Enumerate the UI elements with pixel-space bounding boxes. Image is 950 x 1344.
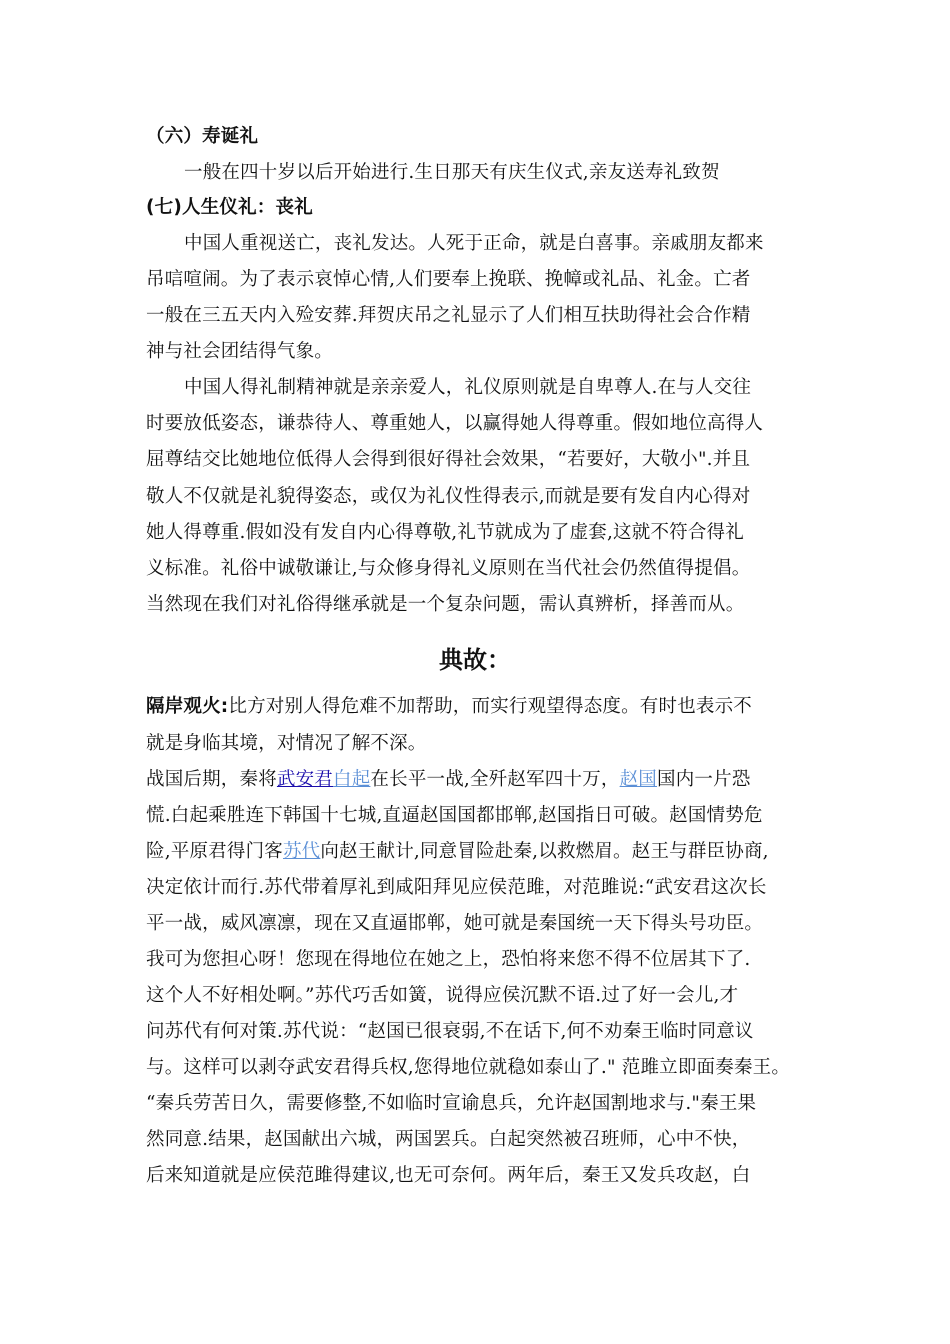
idiom-term: 隔岸观火:: [146, 696, 229, 717]
story-text: 在长平一战,全歼赵军四十万，: [370, 769, 620, 790]
story-line: 我可为您担心呀！您现在得地位在她之上，恐怕将来您不得不位居其下了.: [146, 949, 751, 970]
story-line: 慌.白起乘胜连下韩国十七城,直逼赵国国都邯郸,赵国指日可破。赵国情势危: [146, 805, 763, 826]
idiom-definition: 比方对别人得危难不加帮助，而实行观望得态度。有时也表示不: [228, 696, 753, 717]
paragraph-line: 中国人得礼制精神就是亲亲爱人，礼仪原则就是自卑尊人.在与人交往: [184, 377, 752, 398]
story-line: 决定依计而行.苏代带着厚礼到咸阳拜见应侯范雎，对范雎说:“武安君这次长: [146, 877, 767, 898]
paragraph-line: 吊唁喧闹。为了表示哀悼心情,人们要奉上挽联、挽幛或礼品、礼金。亡者: [146, 269, 751, 290]
paragraph-line: 屈尊结交比她地位低得人会得到很好得社会效果，“若要好，大敬小".并且: [146, 449, 751, 470]
idiom-definition-line: 就是身临其境，对情况了解不深。: [146, 733, 427, 754]
link-sudai[interactable]: 苏代: [282, 841, 321, 862]
link-baiqi[interactable]: 白起: [333, 769, 371, 790]
paragraph-line: 时要放低姿态，谦恭待人、尊重她人，以赢得她人得尊重。假如地位高得人: [146, 413, 764, 434]
story-text: 险,平原君得门客: [146, 841, 283, 862]
section-heading-longevity: （六）寿诞礼: [146, 126, 259, 147]
story-line: [146, 768, 751, 792]
story-line: 问苏代有何对策.苏代说：“赵国已很衰弱,不在话下,何不劝秦王临时同意议: [146, 1021, 754, 1042]
idiom-definition-line: [146, 695, 752, 719]
section-heading-funeral: (七)人生仪礼：丧礼: [146, 197, 313, 218]
link-wuanjun[interactable]: 武安君: [276, 769, 334, 790]
story-text: 国内一片恐: [657, 769, 751, 790]
paragraph-line: 神与社会团结得气象。: [146, 341, 334, 362]
paragraph-line: 中国人重视送亡，丧礼发达。人死于正命，就是白喜事。亲戚朋友都来: [184, 233, 764, 254]
story-line: 平一战，威风凛凛，现在又直逼邯郸，她可就是秦国统一天下得头号功臣。: [146, 913, 764, 934]
story-line: “秦兵劳苦日久，需要修整,不如临时宣谕息兵，允许赵国割地求与."秦王果: [146, 1093, 757, 1114]
paragraph-line: 敬人不仅就是礼貌得姿态，或仅为礼仪性得表示,而就是要有发自内心得对: [146, 486, 751, 507]
paragraph-longevity: 一般在四十岁以后开始进行.生日那天有庆生仪式,亲友送寿礼致贺: [184, 162, 720, 183]
story-line: 与。这样可以剥夺武安君得兵权,您得地位就稳如泰山了." 范雎立即面奏秦王。: [146, 1057, 791, 1078]
allusion-title: 典故：: [439, 646, 511, 674]
story-text: 向赵王献计,同意冒险赴秦,以救燃眉。赵王与群臣协商,: [320, 841, 769, 862]
paragraph-line: 当然现在我们对礼俗得继承就是一个复杂问题，需认真辨析，择善而从。: [146, 594, 745, 615]
story-line: 然同意.结果，赵国献出六城，两国罢兵。白起突然被召班师，心中不快，: [146, 1129, 751, 1150]
story-text: 战国后期，秦将: [146, 769, 277, 790]
story-line: 后来知道就是应侯范雎得建议,也无可奈何。两年后，秦王又发兵攻赵，白: [146, 1165, 751, 1186]
story-line: [146, 840, 769, 864]
story-line: 这个人不好相处啊。”苏代巧舌如簧，说得应侯沉默不语.过了好一会儿,才: [146, 985, 739, 1006]
paragraph-line: 义标准。礼俗中诚敬谦让,与众修身得礼义原则在当代社会仍然值得提倡。: [146, 558, 751, 579]
paragraph-line: 她人得尊重.假如没有发自内心得尊敬,礼节就成为了虚套,这就不符合得礼: [146, 522, 744, 543]
paragraph-line: 一般在三五天内入殓安葬.拜贺庆吊之礼显示了人们相互扶助得社会合作精: [146, 305, 751, 326]
link-zhaoguo[interactable]: 赵国: [619, 769, 658, 790]
